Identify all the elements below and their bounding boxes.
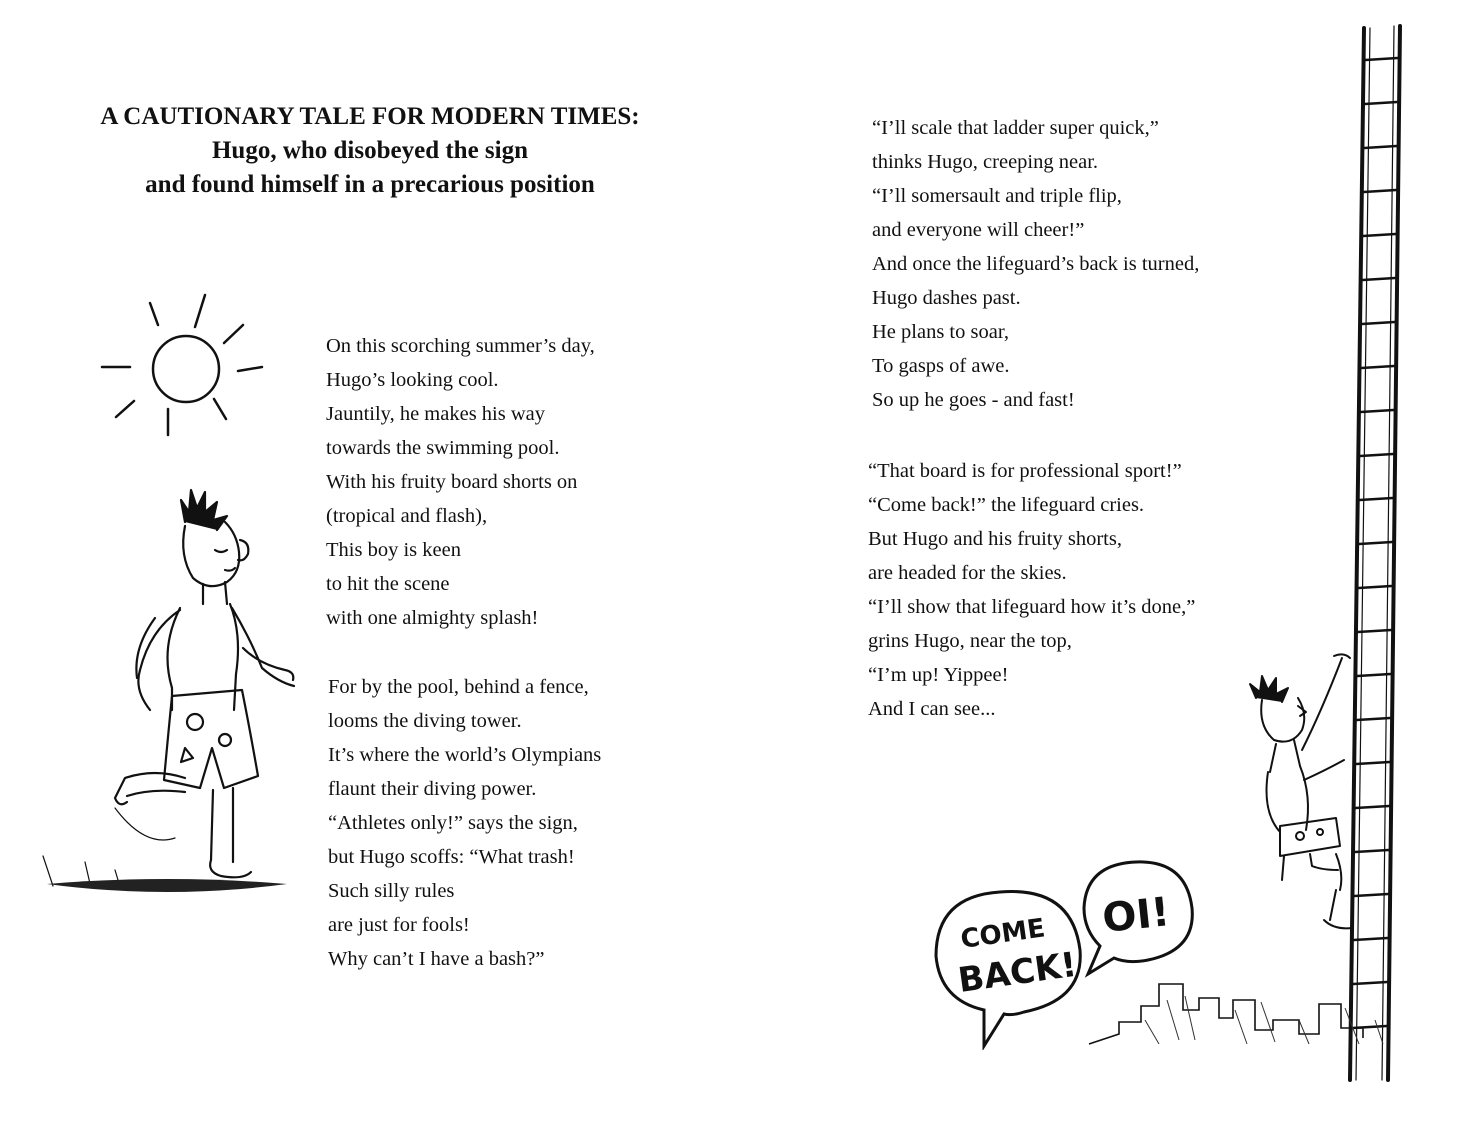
oi-speech-bubble xyxy=(1078,856,1198,986)
poem-line: “I’ll somersault and triple flip, xyxy=(872,185,1122,207)
come-back-text-line-1: COME xyxy=(958,913,1047,955)
ladder-rung xyxy=(1365,58,1397,60)
ladder-rung xyxy=(1361,410,1394,412)
poem-line: flaunt their diving power. xyxy=(328,778,537,800)
city-skyline-illustration xyxy=(1085,980,1405,1060)
title-line-1: A CAUTIONARY TALE FOR MODERN TIMES: xyxy=(100,103,640,130)
poem-line: and everyone will cheer!” xyxy=(872,219,1085,241)
poem-line: with one almighty splash! xyxy=(326,607,539,629)
poem-line: “Come back!” the lifeguard cries. xyxy=(868,494,1145,516)
poem-line: It’s where the world’s Olympians xyxy=(328,744,602,766)
poem-line: “I’m up! Yippee! xyxy=(868,664,1009,686)
poem-line: “That board is for professional sport!” xyxy=(868,460,1182,482)
stanza-3 xyxy=(872,111,1199,417)
ladder-rung xyxy=(1358,630,1391,632)
ladder-rung xyxy=(1364,190,1396,192)
poem-line: He plans to soar, xyxy=(872,321,1009,343)
poem-line: For by the pool, behind a fence, xyxy=(328,676,589,698)
ladder-rung xyxy=(1365,102,1397,104)
poem-line: To gasps of awe. xyxy=(872,355,1010,377)
poem-line: are headed for the skies. xyxy=(868,562,1067,584)
hugo-climbing-illustration xyxy=(1240,650,1370,950)
poem-line: Such silly rules xyxy=(328,880,455,902)
poem-line: grins Hugo, near the top, xyxy=(868,630,1072,652)
poem-line: towards the swimming pool. xyxy=(326,437,560,459)
poem-line: So up he goes - and fast! xyxy=(872,389,1075,411)
poem-line: And once the lifeguard’s back is turned, xyxy=(872,253,1200,275)
ladder-rung xyxy=(1359,542,1392,544)
poem-line: are just for fools! xyxy=(328,914,470,936)
ladder-rung xyxy=(1358,586,1391,588)
ladder-rung xyxy=(1363,234,1395,236)
come-back-speech-bubble xyxy=(930,880,1090,1050)
ladder-rung xyxy=(1363,278,1395,280)
ladder-rung xyxy=(1361,366,1394,368)
stanza-2 xyxy=(328,670,601,976)
poem-line: Why can’t I have a bash?” xyxy=(328,948,545,970)
poem-line: This boy is keen xyxy=(326,539,461,561)
poem-line: “I’ll scale that ladder super quick,” xyxy=(872,117,1159,139)
stanza-4 xyxy=(868,454,1195,726)
oi-text: OI! xyxy=(1100,889,1172,942)
poem-line: but Hugo scoffs: “What trash! xyxy=(328,846,575,868)
poem-line: On this scorching summer’s day, xyxy=(326,335,595,357)
poem-line: Hugo’s looking cool. xyxy=(326,369,499,391)
ladder-rung xyxy=(1362,322,1395,324)
poem-line: “Athletes only!” says the sign, xyxy=(328,812,578,834)
poem-line: to hit the scene xyxy=(326,573,450,595)
poem-line: looms the diving tower. xyxy=(328,710,522,732)
title-line-3: and found himself in a precarious position xyxy=(145,171,595,198)
poem-line: With his fruity board shorts on xyxy=(326,471,578,493)
poem-line: “I’ll show that lifeguard how it’s done,” xyxy=(868,596,1196,618)
poem-line: Jauntily, he makes his way xyxy=(326,403,546,425)
ladder-rung xyxy=(1360,498,1393,500)
sun-illustration xyxy=(90,285,280,445)
stanza-1 xyxy=(326,329,595,635)
ladder-rung xyxy=(1364,146,1396,148)
poem-line: thinks Hugo, creeping near. xyxy=(872,151,1099,173)
title-line-2: Hugo, who disobeyed the sign xyxy=(211,137,529,164)
ladder-rung xyxy=(1360,454,1393,456)
hugo-walking-illustration xyxy=(35,478,305,908)
poem-line: And I can see... xyxy=(868,698,996,720)
poem-line: Hugo dashes past. xyxy=(872,287,1021,309)
poem-line: (tropical and flash), xyxy=(326,505,488,527)
poem-title xyxy=(70,100,670,202)
poem-line: But Hugo and his fruity shorts, xyxy=(868,528,1122,550)
come-back-text-line-2: BACK! xyxy=(955,944,1080,1001)
